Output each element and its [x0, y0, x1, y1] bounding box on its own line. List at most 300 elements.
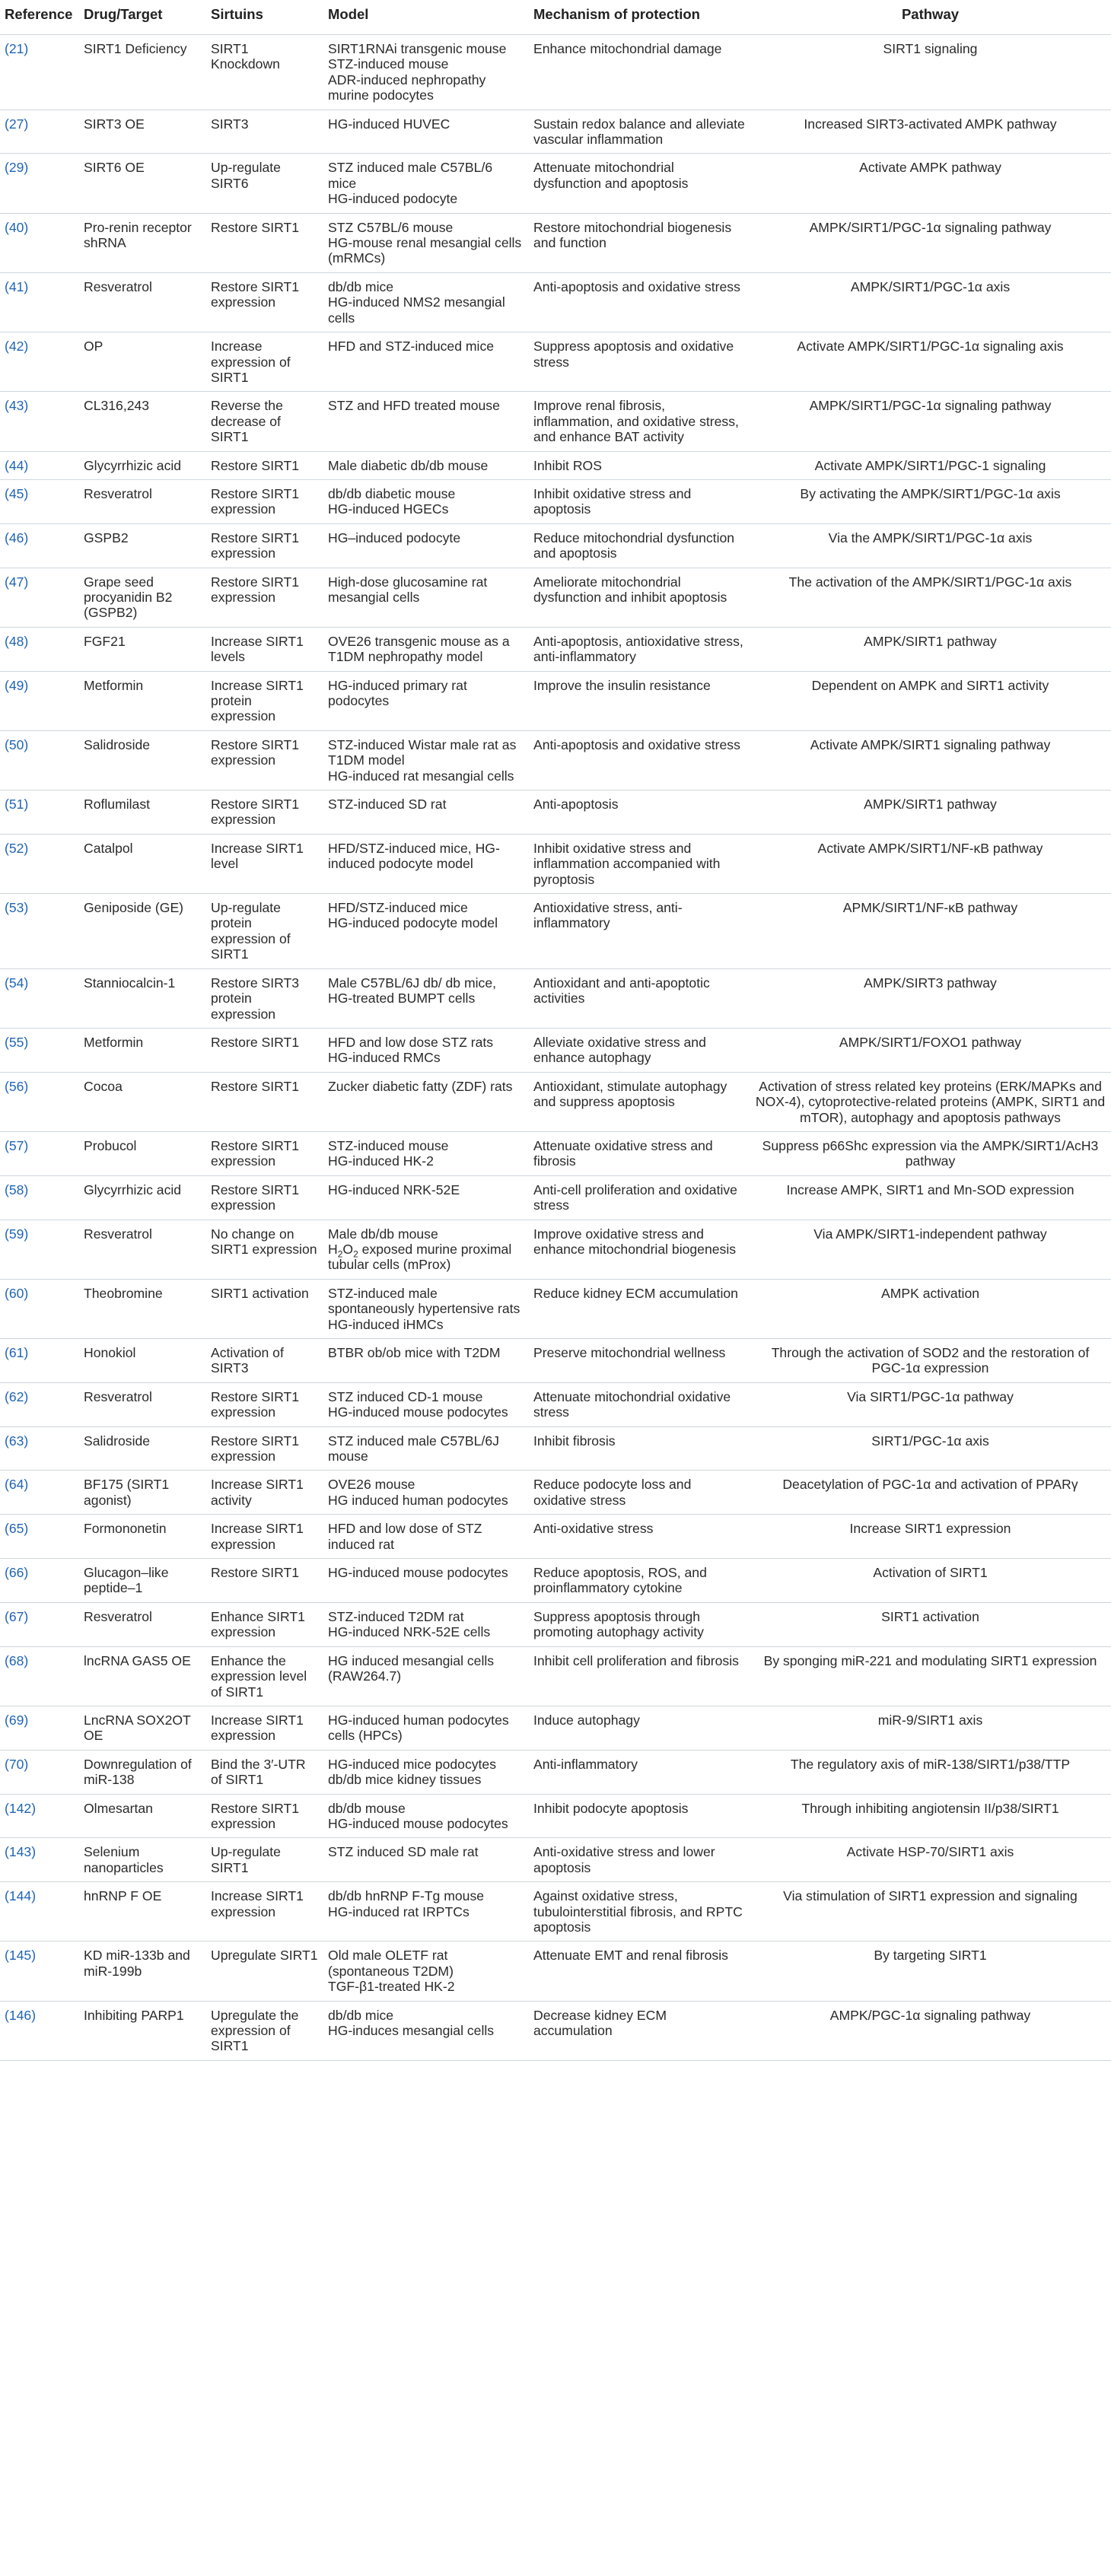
header-reference: Reference: [0, 0, 79, 35]
drug-target-cell: Geniposide (GE): [79, 894, 206, 969]
sirtuins-cell: Restore SIRT1 expression: [206, 1794, 323, 1838]
reference-link[interactable]: (63): [0, 1426, 79, 1471]
model-line: HG-induced HK-2: [328, 1153, 434, 1169]
drug-target-cell: Downregulation of miR-138: [79, 1750, 206, 1794]
sirtuins-cell: Enhance SIRT1 expression: [206, 1602, 323, 1646]
pathway-cell: AMPK/SIRT3 pathway: [750, 968, 1111, 1028]
reference-link[interactable]: (51): [0, 790, 79, 835]
model-cell: [323, 627, 529, 671]
drug-target-cell: lncRNA GAS5 OE: [79, 1646, 206, 1706]
mechanism-cell: Alleviate oxidative stress and enhance autophagy: [529, 1028, 750, 1072]
header-model: Model: [323, 0, 529, 35]
drug-target-cell: SIRT6 OE: [79, 154, 206, 213]
reference-link[interactable]: (62): [0, 1382, 79, 1426]
table-row: [0, 272, 1111, 332]
mechanism-cell: Inhibit cell proliferation and fibrosis: [529, 1646, 750, 1706]
pathway-cell: Increase AMPK, SIRT1 and Mn-SOD expression: [750, 1175, 1111, 1220]
header-drug-target: Drug/Target: [79, 0, 206, 35]
model-line: HG-induced human podocytes cells (HPCs): [328, 1712, 509, 1744]
mechanism-cell: Anti-apoptosis and oxidative stress: [529, 272, 750, 332]
model-line: HFD and low dose of STZ induced rat: [328, 1521, 482, 1552]
model-line: TGF-β1-treated HK-2: [328, 1979, 455, 1995]
model-line: db/db mice: [328, 278, 394, 294]
pathway-cell: APMK/SIRT1/NF-κB pathway: [750, 894, 1111, 969]
model-line: HG-induced NRK-52E: [328, 1181, 460, 1197]
mechanism-cell: Inhibit oxidative stress and apoptosis: [529, 479, 750, 523]
model-line: HFD/STZ-induced mice: [328, 900, 468, 916]
table-row: [0, 479, 1111, 523]
model-cell: [323, 1942, 529, 2001]
pathway-cell: Via stimulation of SIRT1 expression and signaling: [750, 1882, 1111, 1942]
pathway-cell: AMPK/PGC-1α signaling pathway: [750, 2001, 1111, 2060]
table-row: [0, 2001, 1111, 2060]
pathway-cell: The activation of the AMPK/SIRT1/PGC-1α axis: [750, 568, 1111, 627]
sirtuins-cell: Restore SIRT1: [206, 1072, 323, 1131]
table-row: [0, 1646, 1111, 1706]
reference-link[interactable]: (60): [0, 1279, 79, 1338]
pathway-cell: Dependent on AMPK and SIRT1 activity: [750, 671, 1111, 730]
model-cell: [323, 213, 529, 272]
model-line: Male diabetic db/db mouse: [328, 457, 489, 473]
model-line: db/db mouse: [328, 1800, 406, 1816]
drug-target-cell: Resveratrol: [79, 272, 206, 332]
pathway-cell: SIRT1 signaling: [750, 35, 1111, 110]
sirtuins-cell: Enhance the expression level of SIRT1: [206, 1646, 323, 1706]
model-line: HG-induced HGECs: [328, 501, 449, 517]
reference-link[interactable]: (58): [0, 1175, 79, 1220]
model-line: murine podocytes: [328, 87, 434, 103]
model-cell: [323, 1028, 529, 1072]
reference-link[interactable]: (68): [0, 1646, 79, 1706]
mechanism-cell: Antioxidant, stimulate autophagy and suppress apoptosis: [529, 1072, 750, 1131]
pathway-cell: Activation of SIRT1: [750, 1559, 1111, 1603]
reference-link[interactable]: (145): [0, 1942, 79, 2001]
model-line: STZ-induced mouse: [328, 1137, 449, 1153]
model-line: HFD/STZ-induced mice, HG-induced podocyte model: [328, 840, 500, 872]
drug-target-cell: Inhibiting PARP1: [79, 2001, 206, 2060]
pathway-cell: AMPK/SIRT1/PGC-1α signaling pathway: [750, 392, 1111, 451]
model-line: $H_2O_2$ exposed murine proximal tubular cells (mProx): [328, 1241, 512, 1273]
sirtuins-cell: SIRT3: [206, 110, 323, 154]
table-row: [0, 568, 1111, 627]
pathway-cell: The regulatory axis of miR-138/SIRT1/p38/TTP: [750, 1750, 1111, 1794]
mechanism-cell: Anti-cell proliferation and oxidative stress: [529, 1175, 750, 1220]
drug-target-cell: Resveratrol: [79, 1382, 206, 1426]
header-pathway: Pathway: [750, 0, 1111, 35]
table-row: [0, 790, 1111, 835]
model-cell: [323, 332, 529, 392]
mechanism-cell: Reduce mitochondrial dysfunction and apoptosis: [529, 523, 750, 568]
model-cell: [323, 671, 529, 730]
drug-target-cell: KD miR-133b and miR-199b: [79, 1942, 206, 2001]
pathway-cell: Activate AMPK/SIRT1/PGC-1α signaling axis: [750, 332, 1111, 392]
reference-link[interactable]: (48): [0, 627, 79, 671]
drug-target-cell: OP: [79, 332, 206, 392]
model-cell: [323, 1838, 529, 1882]
table-row: [0, 1072, 1111, 1131]
reference-link[interactable]: (43): [0, 392, 79, 451]
table-row: [0, 1131, 1111, 1175]
sirtuins-cell: SIRT1 Knockdown: [206, 35, 323, 110]
reference-link[interactable]: (53): [0, 894, 79, 969]
sirtuins-cell: Restore SIRT1 expression: [206, 790, 323, 835]
mechanism-cell: Improve the insulin resistance: [529, 671, 750, 730]
sirtuins-cell: Restore SIRT1 expression: [206, 730, 323, 790]
table-row: [0, 1559, 1111, 1603]
mechanism-cell: Inhibit oxidative stress and inflammation accompanied with pyroptosis: [529, 834, 750, 893]
mechanism-cell: Improve renal fibrosis, inflammation, and oxidative stress, and enhance BAT activity: [529, 392, 750, 451]
model-cell: [323, 730, 529, 790]
table-row: [0, 834, 1111, 893]
reference-link[interactable]: (142): [0, 1794, 79, 1838]
sirtuins-cell: Increase SIRT1 activity: [206, 1471, 323, 1515]
drug-target-cell: Theobromine: [79, 1279, 206, 1338]
table-row: [0, 213, 1111, 272]
drug-target-cell: Honokiol: [79, 1339, 206, 1383]
model-line: OVE26 transgenic mouse as a T1DM nephropathy model: [328, 633, 510, 665]
model-line: High-dose glucosamine rat mesangial cells: [328, 574, 488, 605]
table-row: [0, 1382, 1111, 1426]
pathway-cell: Increase SIRT1 expression: [750, 1515, 1111, 1559]
reference-link[interactable]: (64): [0, 1471, 79, 1515]
table-row: [0, 523, 1111, 568]
table-row: [0, 1339, 1111, 1383]
sirtuins-cell: Restore SIRT1: [206, 1028, 323, 1072]
pathway-cell: AMPK/SIRT1/FOXO1 pathway: [750, 1028, 1111, 1072]
table-row: [0, 35, 1111, 110]
pathway-cell: Deacetylation of PGC-1α and activation of PPARγ: [750, 1471, 1111, 1515]
table-row: [0, 1279, 1111, 1338]
sirtuins-cell: Restore SIRT1: [206, 1559, 323, 1603]
model-line: HFD and low dose STZ rats: [328, 1034, 494, 1050]
model-cell: [323, 523, 529, 568]
drug-target-cell: Catalpol: [79, 834, 206, 893]
table-row: [0, 1175, 1111, 1220]
mechanism-cell: Reduce podocyte loss and oxidative stress: [529, 1471, 750, 1515]
table-row: [0, 1471, 1111, 1515]
pathway-cell: By targeting SIRT1: [750, 1942, 1111, 2001]
reference-link[interactable]: (47): [0, 568, 79, 627]
sirtuins-cell: Up-regulate SIRT6: [206, 154, 323, 213]
model-cell: [323, 2001, 529, 2060]
reference-link[interactable]: (27): [0, 110, 79, 154]
reference-link[interactable]: (29): [0, 154, 79, 213]
table-row: [0, 392, 1111, 451]
reference-link[interactable]: (40): [0, 213, 79, 272]
sirtuins-cell: Restore SIRT1 expression: [206, 272, 323, 332]
sirtuins-cell: Restore SIRT1 expression: [206, 1426, 323, 1471]
mechanism-cell: Enhance mitochondrial damage: [529, 35, 750, 110]
model-line: HG-induced podocyte: [328, 191, 458, 207]
reference-link[interactable]: (56): [0, 1072, 79, 1131]
mechanism-cell: Anti-inflammatory: [529, 1750, 750, 1794]
sirtuins-cell: Restore SIRT1 expression: [206, 1131, 323, 1175]
model-cell: [323, 1515, 529, 1559]
model-cell: [323, 1175, 529, 1220]
reference-link[interactable]: (70): [0, 1750, 79, 1794]
table-row: [0, 154, 1111, 213]
drug-target-cell: Glycyrrhizic acid: [79, 451, 206, 479]
table-row: [0, 332, 1111, 392]
mechanism-cell: Induce autophagy: [529, 1706, 750, 1750]
table-row: [0, 1794, 1111, 1838]
pathway-cell: Activate AMPK/SIRT1/NF-κB pathway: [750, 834, 1111, 893]
model-line: Male C57BL/6J db/ db mice, HG-treated BUMPT cells: [328, 975, 497, 1007]
model-cell: [323, 1471, 529, 1515]
sirtuins-cell: Reverse the decrease of SIRT1: [206, 392, 323, 451]
model-cell: [323, 1882, 529, 1942]
pathway-cell: AMPK/SIRT1/PGC-1α signaling pathway: [750, 213, 1111, 272]
table-row: [0, 451, 1111, 479]
drug-target-cell: Salidroside: [79, 1426, 206, 1471]
model-line: db/db hnRNP F-Tg mouse: [328, 1888, 485, 1904]
model-line: STZ-induced male spontaneously hypertensive rats: [328, 1285, 520, 1317]
sirtuins-cell: Restore SIRT1 expression: [206, 523, 323, 568]
model-line: HG-induced rat mesangial cells: [328, 768, 514, 784]
mechanism-cell: Anti-apoptosis: [529, 790, 750, 835]
table-row: [0, 1838, 1111, 1882]
reference-link[interactable]: (57): [0, 1131, 79, 1175]
model-line: STZ-induced Wistar male rat as T1DM model: [328, 736, 517, 768]
sirtuins-cell: Restore SIRT1 expression: [206, 1382, 323, 1426]
model-line: Male db/db mouse: [328, 1226, 438, 1242]
pathway-cell: Via AMPK/SIRT1-independent pathway: [750, 1220, 1111, 1279]
model-cell: [323, 479, 529, 523]
table-row: [0, 1706, 1111, 1750]
mechanism-cell: Preserve mitochondrial wellness: [529, 1339, 750, 1383]
mechanism-cell: Inhibit fibrosis: [529, 1426, 750, 1471]
reference-link[interactable]: (54): [0, 968, 79, 1028]
table-row: [0, 894, 1111, 969]
model-cell: [323, 154, 529, 213]
model-line: BTBR ob/ob mice with T2DM: [328, 1345, 501, 1360]
drug-target-cell: Resveratrol: [79, 1220, 206, 1279]
pathway-cell: miR-9/SIRT1 axis: [750, 1706, 1111, 1750]
model-line: HG-induced HUVEC: [328, 116, 450, 132]
sirtuins-cell: Increase expression of SIRT1: [206, 332, 323, 392]
model-cell: [323, 1072, 529, 1131]
pathway-cell: Via SIRT1/PGC-1α pathway: [750, 1382, 1111, 1426]
table-row: [0, 627, 1111, 671]
reference-link[interactable]: (143): [0, 1838, 79, 1882]
sirtuins-cell: Bind the 3′-UTR of SIRT1: [206, 1750, 323, 1794]
reference-link[interactable]: (44): [0, 451, 79, 479]
model-line: db/db mice: [328, 2007, 394, 2023]
reference-link[interactable]: (144): [0, 1882, 79, 1942]
model-line: HG-mouse renal mesangial cells (mRMCs): [328, 235, 522, 266]
mechanism-cell: Attenuate EMT and renal fibrosis: [529, 1942, 750, 2001]
table-row: [0, 1220, 1111, 1279]
header-sirtuins: Sirtuins: [206, 0, 323, 35]
model-line: ADR-induced nephropathy: [328, 72, 486, 87]
reference-link[interactable]: (67): [0, 1602, 79, 1646]
mechanism-cell: Suppress apoptosis through promoting autophagy activity: [529, 1602, 750, 1646]
model-line: OVE26 mouse: [328, 1477, 415, 1493]
reference-link[interactable]: (42): [0, 332, 79, 392]
pathway-cell: Through the activation of SOD2 and the restoration of PGC-1α expression: [750, 1339, 1111, 1383]
reference-link[interactable]: (46): [0, 523, 79, 568]
model-line: STZ induced male C57BL/6 mice: [328, 160, 493, 191]
sirtuins-cell: Increase SIRT1 expression: [206, 1882, 323, 1942]
reference-link[interactable]: (65): [0, 1515, 79, 1559]
sirtuins-cell: Upregulate SIRT1: [206, 1942, 323, 2001]
mechanism-cell: Attenuate oxidative stress and fibrosis: [529, 1131, 750, 1175]
sirtuins-cell: Up-regulate SIRT1: [206, 1838, 323, 1882]
pathway-cell: By sponging miR-221 and modulating SIRT1 expression: [750, 1646, 1111, 1706]
pathway-cell: Activate AMPK/SIRT1 signaling pathway: [750, 730, 1111, 790]
pathway-cell: AMPK activation: [750, 1279, 1111, 1338]
model-cell: [323, 968, 529, 1028]
mechanism-cell: Anti-apoptosis and oxidative stress: [529, 730, 750, 790]
model-cell: [323, 1602, 529, 1646]
sirtuins-cell: Restore SIRT1 expression: [206, 1175, 323, 1220]
model-cell: [323, 1339, 529, 1383]
table-row: [0, 1515, 1111, 1559]
drug-target-cell: Metformin: [79, 1028, 206, 1072]
model-line: STZ-induced SD rat: [328, 797, 447, 813]
pathway-cell: Via the AMPK/SIRT1/PGC-1α axis: [750, 523, 1111, 568]
reference-link[interactable]: (59): [0, 1220, 79, 1279]
reference-link[interactable]: (41): [0, 272, 79, 332]
pathway-cell: By activating the AMPK/SIRT1/PGC-1α axis: [750, 479, 1111, 523]
reference-link[interactable]: (55): [0, 1028, 79, 1072]
model-line: Old male OLETF rat (spontaneous T2DM): [328, 1948, 454, 1979]
table-row: [0, 1602, 1111, 1646]
drug-target-cell: Stanniocalcin-1: [79, 968, 206, 1028]
table-row: [0, 671, 1111, 730]
sirtuins-cell: Restore SIRT3 protein expression: [206, 968, 323, 1028]
mechanism-cell: Antioxidant and anti-apoptotic activities: [529, 968, 750, 1028]
reference-link[interactable]: (146): [0, 2001, 79, 2060]
drug-target-cell: GSPB2: [79, 523, 206, 568]
drug-target-cell: Metformin: [79, 671, 206, 730]
drug-target-cell: CL316,243: [79, 392, 206, 451]
model-cell: [323, 894, 529, 969]
reference-link[interactable]: (21): [0, 35, 79, 110]
model-line: HG-induced mouse podocytes: [328, 1404, 508, 1420]
reference-link[interactable]: (52): [0, 834, 79, 893]
sirtuins-cell: Increase SIRT1 expression: [206, 1706, 323, 1750]
mechanism-cell: Inhibit ROS: [529, 451, 750, 479]
model-line: HG–induced podocyte: [328, 530, 461, 545]
model-line: HG-induced podocyte model: [328, 915, 498, 931]
model-line: STZ induced CD-1 mouse: [328, 1388, 483, 1404]
mechanism-cell: Improve oxidative stress and enhance mitochondrial biogenesis: [529, 1220, 750, 1279]
model-cell: [323, 110, 529, 154]
drug-target-cell: SIRT3 OE: [79, 110, 206, 154]
model-line: HFD and STZ-induced mice: [328, 339, 495, 355]
drug-target-cell: LncRNA SOX2OT OE: [79, 1706, 206, 1750]
model-cell: [323, 1279, 529, 1338]
mechanism-cell: Ameliorate mitochondrial dysfunction and inhibit apoptosis: [529, 568, 750, 627]
pathway-cell: SIRT1/PGC-1α axis: [750, 1426, 1111, 1471]
sirtuins-cell: Upregulate the expression of SIRT1: [206, 2001, 323, 2060]
drug-target-cell: Probucol: [79, 1131, 206, 1175]
model-line: db/db diabetic mouse: [328, 485, 456, 501]
mechanism-cell: Against oxidative stress, tubulointerstitial fibrosis, and RPTC apoptosis: [529, 1882, 750, 1942]
model-line: SIRT1RNAi transgenic mouse: [328, 41, 507, 56]
model-cell: [323, 790, 529, 835]
model-line: HG-induced NRK-52E cells: [328, 1624, 491, 1640]
drug-target-cell: Glucagon–like peptide–1: [79, 1559, 206, 1603]
reference-link[interactable]: (61): [0, 1339, 79, 1383]
sirtuins-cell: Restore SIRT1 expression: [206, 479, 323, 523]
model-cell: [323, 1646, 529, 1706]
model-cell: [323, 272, 529, 332]
table-row: [0, 1882, 1111, 1942]
model-cell: [323, 1220, 529, 1279]
model-line: STZ induced SD male rat: [328, 1844, 479, 1860]
mechanism-cell: Sustain redox balance and alleviate vascular inflammation: [529, 110, 750, 154]
reference-link[interactable]: (66): [0, 1559, 79, 1603]
model-cell: [323, 451, 529, 479]
model-line: HG-induced rat IRPTCs: [328, 1903, 470, 1919]
drug-target-cell: Selenium nanoparticles: [79, 1838, 206, 1882]
model-line: STZ C57BL/6 mouse: [328, 219, 454, 235]
mechanism-cell: Reduce kidney ECM accumulation: [529, 1279, 750, 1338]
drug-target-cell: Cocoa: [79, 1072, 206, 1131]
table-row: [0, 730, 1111, 790]
reference-link[interactable]: (69): [0, 1706, 79, 1750]
model-line: HG induced mesangial cells (RAW264.7): [328, 1652, 495, 1684]
model-line: HG-induced RMCs: [328, 1050, 441, 1066]
mechanism-cell: Attenuate mitochondrial dysfunction and apoptosis: [529, 154, 750, 213]
model-line: STZ-induced T2DM rat: [328, 1608, 464, 1624]
mechanism-cell: Restore mitochondrial biogenesis and function: [529, 213, 750, 272]
model-line: HG-induced NMS2 mesangial cells: [328, 294, 505, 326]
model-line: HG-induces mesangial cells: [328, 2023, 495, 2038]
pathway-cell: Activate HSP-70/SIRT1 axis: [750, 1838, 1111, 1882]
model-line: STZ induced male C57BL/6J mouse: [328, 1433, 499, 1465]
pathway-cell: Through inhibiting angiotensin II/p38/SIRT1: [750, 1794, 1111, 1838]
model-line: Zucker diabetic fatty (ZDF) rats: [328, 1078, 513, 1094]
table-row: [0, 1942, 1111, 2001]
drug-target-cell: Resveratrol: [79, 479, 206, 523]
drug-target-cell: BF175 (SIRT1 agonist): [79, 1471, 206, 1515]
pathway-cell: Activate AMPK pathway: [750, 154, 1111, 213]
table-row: [0, 110, 1111, 154]
model-line: HG-induced primary rat podocytes: [328, 677, 467, 708]
sirtuins-cell: Increase SIRT1 levels: [206, 627, 323, 671]
model-line: HG-induced mouse podocytes: [328, 1565, 508, 1581]
sirtuins-cell: Increase SIRT1 expression: [206, 1515, 323, 1559]
drug-target-cell: hnRNP F OE: [79, 1882, 206, 1942]
mechanism-cell: Anti-oxidative stress and lower apoptosis: [529, 1838, 750, 1882]
header-mechanism: Mechanism of protection: [529, 0, 750, 35]
mechanism-cell: Antioxidative stress, anti-inflammatory: [529, 894, 750, 969]
pathway-cell: Increased SIRT3-activated AMPK pathway: [750, 110, 1111, 154]
reference-link[interactable]: (50): [0, 730, 79, 790]
model-cell: [323, 1750, 529, 1794]
model-line: db/db mice kidney tissues: [328, 1772, 482, 1788]
drug-target-cell: SIRT1 Deficiency: [79, 35, 206, 110]
sirtuins-cell: No change on SIRT1 expression: [206, 1220, 323, 1279]
sirtuins-cell: Restore SIRT1 expression: [206, 568, 323, 627]
mechanism-cell: Decrease kidney ECM accumulation: [529, 2001, 750, 2060]
drug-target-cell: Glycyrrhizic acid: [79, 1175, 206, 1220]
sirtuins-cell: SIRT1 activation: [206, 1279, 323, 1338]
reference-link[interactable]: (49): [0, 671, 79, 730]
model-cell: [323, 392, 529, 451]
pathway-cell: Activation of stress related key proteins (ERK/MAPKs and NOX-4), cytoprotective-related proteins (AMPK, SIRT1 and mTOR), autophagy and apoptosis pathways: [750, 1072, 1111, 1131]
mechanism-cell: Anti-apoptosis, antioxidative stress, anti-inflammatory: [529, 627, 750, 671]
reference-link[interactable]: (45): [0, 479, 79, 523]
model-cell: [323, 1559, 529, 1603]
model-line: STZ and HFD treated mouse: [328, 398, 500, 414]
drug-target-cell: Grape seed procyanidin B2 (GSPB2): [79, 568, 206, 627]
model-line: HG-induced mice podocytes: [328, 1756, 497, 1772]
model-cell: [323, 35, 529, 110]
